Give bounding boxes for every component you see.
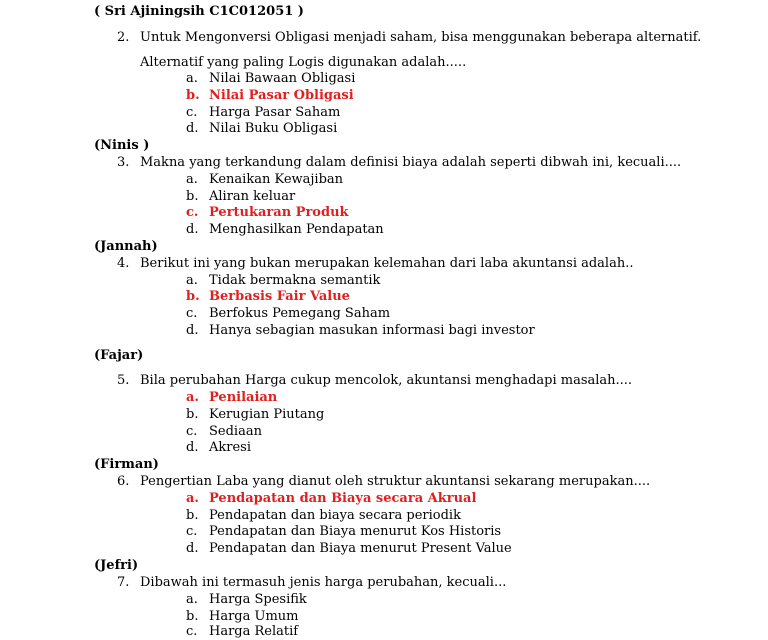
option-text: Nilai Buku Obligasi <box>209 121 338 136</box>
option-letter: a. <box>186 273 198 288</box>
question-5-number: 5. <box>117 373 130 388</box>
option-letter: a. <box>186 172 198 187</box>
option-letter: d. <box>186 323 199 338</box>
question-4-number: 4. <box>117 256 130 271</box>
option-letter: b. <box>186 508 199 523</box>
question-7-text: Dibawah ini termasuh jenis harga perubahan, kecuali... <box>140 575 507 590</box>
option-text: Aliran keluar <box>209 189 296 204</box>
question-6-text: Pengertian Laba yang dianut oleh struktur akuntansi sekarang merupakan.... <box>140 474 651 489</box>
option-text: Pendapatan dan biaya secara periodik <box>209 508 461 523</box>
option-letter-correct: c. <box>186 205 199 220</box>
option-letter: b. <box>186 407 199 422</box>
option-text: Nilai Bawaan Obligasi <box>209 71 356 86</box>
option-text: Tidak bermakna semantik <box>209 273 381 288</box>
option-letter-correct: a. <box>186 491 199 506</box>
option-text: Harga Relatif <box>209 624 299 639</box>
option-letter: d. <box>186 121 199 136</box>
option-text: Kenaikan Kewajiban <box>209 172 344 187</box>
option-text: Pendapatan dan Biaya menurut Present Value <box>209 541 512 556</box>
question-7-number: 7. <box>117 575 130 590</box>
author-label: (Jefri) <box>94 558 139 573</box>
question-2-text: Untuk Mengonversi Obligasi menjadi saham, bisa menggunakan beberapa alternatif. <box>140 30 702 45</box>
option-letter: d. <box>186 541 199 556</box>
option-text: Kerugian Piutang <box>209 407 325 422</box>
option-letter: a. <box>186 592 198 607</box>
option-text-correct: Pertukaran Produk <box>209 205 349 220</box>
option-letter: c. <box>186 524 198 539</box>
option-letter: a. <box>186 71 198 86</box>
option-letter-correct: a. <box>186 390 199 405</box>
option-letter: d. <box>186 222 199 237</box>
option-letter: b. <box>186 189 199 204</box>
option-text: Berfokus Pemegang Saham <box>209 306 391 321</box>
question-6-number: 6. <box>117 474 130 489</box>
option-letter: c. <box>186 624 198 639</box>
author-label: (Jannah) <box>94 239 158 254</box>
option-text: Harga Umum <box>209 609 299 624</box>
option-text: Akresi <box>209 440 252 455</box>
question-4-text: Berikut ini yang bukan merupakan kelemahan dari laba akuntansi adalah.. <box>140 256 634 271</box>
option-letter: d. <box>186 440 199 455</box>
option-text-correct: Berbasis Fair Value <box>209 289 350 304</box>
author-label: (Ninis ) <box>94 138 150 153</box>
option-text: Pendapatan dan Biaya menurut Kos Historis <box>209 524 502 539</box>
option-text: Harga Spesifik <box>209 592 307 607</box>
option-text-correct: Pendapatan dan Biaya secara Akrual <box>209 491 477 506</box>
question-3-number: 3. <box>117 155 130 170</box>
option-text-correct: Nilai Pasar Obligasi <box>209 88 354 103</box>
option-letter-correct: b. <box>186 88 200 103</box>
option-letter: b. <box>186 609 199 624</box>
option-letter: c. <box>186 306 198 321</box>
option-letter: c. <box>186 424 198 439</box>
option-text: Sediaan <box>209 424 262 439</box>
option-letter: c. <box>186 105 198 120</box>
question-3-text: Makna yang terkandung dalam definisi biaya adalah seperti dibwah ini, kecuali.... <box>140 155 682 170</box>
option-text-correct: Penilaian <box>209 390 278 405</box>
question-5-text: Bila perubahan Harga cukup mencolok, akuntansi menghadapi masalah.... <box>140 373 633 388</box>
option-text: Menghasilkan Pendapatan <box>209 222 384 237</box>
author-label: (Fajar) <box>94 348 144 363</box>
option-text: Harga Pasar Saham <box>209 105 341 120</box>
author-label: (Firman) <box>94 457 159 472</box>
option-text: Hanya sebagian masukan informasi bagi investor <box>209 323 535 338</box>
question-2-number: 2. <box>117 30 130 45</box>
option-letter-correct: b. <box>186 289 200 304</box>
document-header: ( Sri Ajiningsih C1C012051 ) <box>94 4 304 19</box>
question-2-text-continued: Alternatif yang paling Logis digunakan adalah..... <box>140 55 467 70</box>
